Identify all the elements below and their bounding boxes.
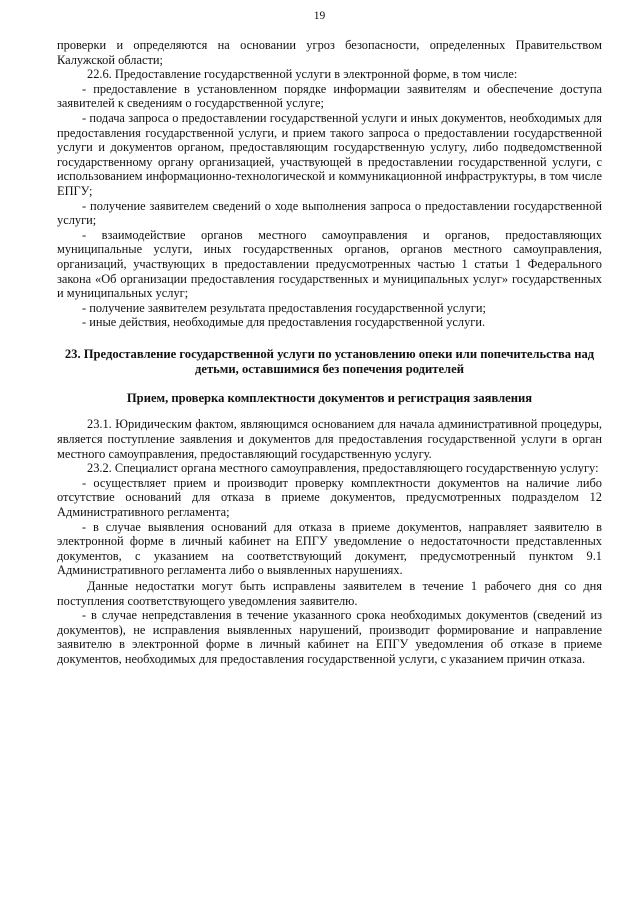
- page-number: 19: [313, 10, 326, 22]
- clause-23-2: 23.2. Специалист органа местного самоуправления, предоставляющего государственную услугу:: [87, 461, 599, 476]
- list-item-request-submission: - подача запроса о предоставлении государственной услуги и иных документов, необходимых для предоставления государственной услуги, и прием такого запроса о предоставлении государственной услуги и документов органом, предоставляющим государственную услугу, либо подведомственной государственному органу организацией, участвующей в предоставлении государственной услуги, с использованием информационно-технологической и коммуникационной инфраструктуры, в том числе ЕПГУ;: [57, 110, 602, 198]
- paragraph-deficiency-correction: Данные недостатки могут быть исправлены заявителем в течение 1 рабочего дня со дня поступления соответствующего уведомления заявителю.: [57, 578, 602, 608]
- list-item-info-provision: - предоставление в установленном порядке информации заявителям и обеспечение доступа заявителей к сведениям о государственной услуге;: [57, 81, 602, 111]
- clause-22-6: 22.6. Предоставление государственной услуги в электронной форме, в том числе:: [87, 67, 518, 82]
- list-item-deficiency-notice: - в случае выявления оснований для отказа в приеме документов, направляет заявителю в электронной форме в личный кабинет на ЕПГУ уведомление о недостаточности представленных документов, с указанием на соответствующий документ, предусмотренный пунктом 9.1 Административного регламента либо о выявленных нарушениях.: [57, 519, 602, 578]
- list-item-document-check: - осуществляет прием и производит проверку комплектности документов на наличие либо отсутствие оснований для отказа в приеме документов, предусмотренных подразделом 12 Административного регламента;: [57, 475, 602, 519]
- list-item-status-info: - получение заявителем сведений о ходе выполнения запроса о предоставлении государственной услуги;: [57, 198, 602, 228]
- list-item-other-actions: - иные действия, необходимые для предоставления государственной услуги.: [82, 315, 486, 330]
- document-body: [57, 38, 602, 666]
- subsection-heading: Прием, проверка комплектности документов и регистрация заявления: [126, 390, 533, 405]
- list-item-interagency-interaction: - взаимодействие органов местного самоуправления и органов, предоставляющих муниципальные услуги, иных государственных органов, органов местного самоуправления, организаций, участвующих в предоставлении предусмотренных частью 1 статьи 1 Федерального закона «Об организации предоставления государственных и муниципальных услуг» государственных и муниципальных услуг;: [57, 227, 602, 301]
- clause-23-1: 23.1. Юридическим фактом, являющимся основанием для начала административной процедуры, является поступление заявления и документов для предоставления государственной услуги в орган местного самоуправления, предоставляющий государственную услугу.: [57, 417, 602, 461]
- list-item-refusal-notice: - в случае непредставления в течение указанного срока необходимых документов (сведений из документов), не исправления выявленных нарушений, производит формирование и направление заявителю в электронной форме в личный кабинет на ЕПГУ уведомления об отказе в приеме документов, необходимых для предоставления государственной услуги, с указанием причин отказа.: [57, 608, 602, 666]
- section-23-heading: 23. Предоставление государственной услуги по установлению опеки или попечительства над детьми, оставшимися без попечения родителей: [64, 346, 595, 377]
- list-item-result-receipt: - получение заявителем результата предоставления государственной услуги;: [82, 300, 486, 315]
- paragraph-continuation: проверки и определяются на основании угроз безопасности, определенных Правительством Калужской области;: [57, 38, 602, 67]
